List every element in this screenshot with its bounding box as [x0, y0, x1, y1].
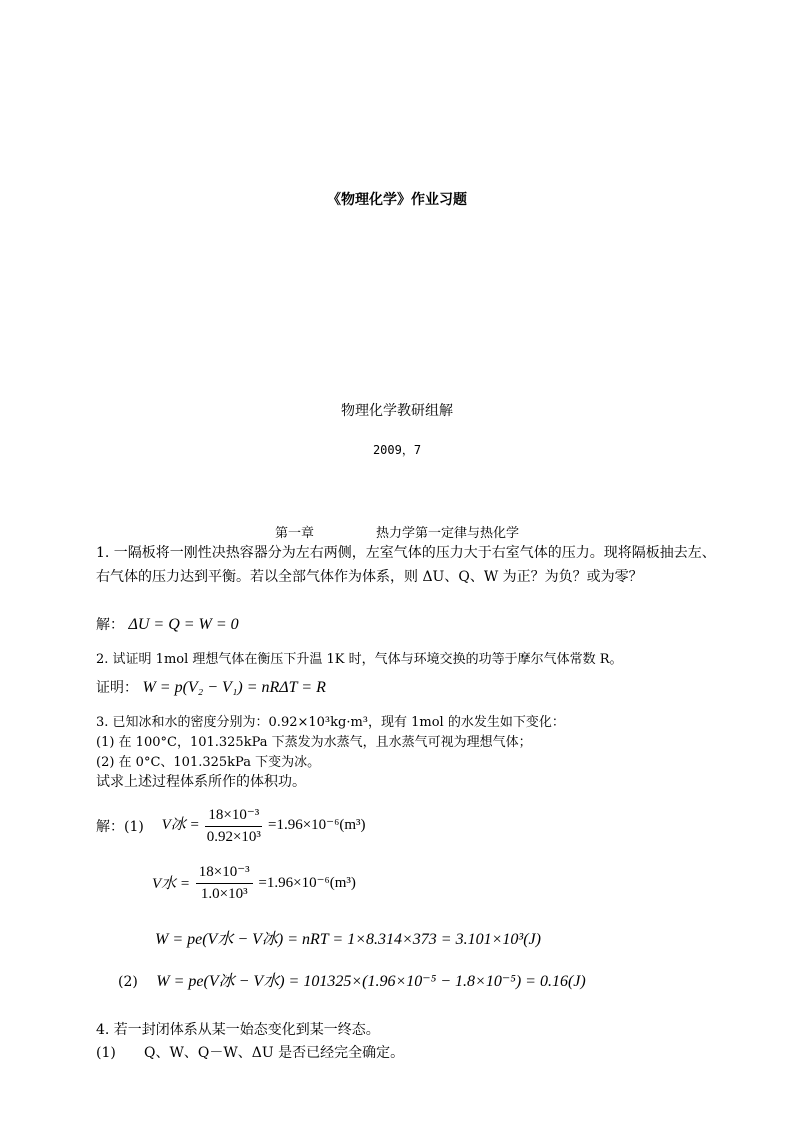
q2-text: 2. 试证明 1mol 理想气体在衡压下升温 1K 时，气体与环境交换的功等于摩尔气体常数 R。 [96, 652, 623, 667]
q3-solution-label: 解：(1) [96, 818, 144, 835]
q3-eq4-label: (2) [118, 974, 138, 990]
q1-line-2: 右气体的压力达到平衡。若以全部气体作为体系，则 ΔU、Q、W 为正？为负？或为零？ [96, 569, 643, 585]
q3-eq1-rhs: =1.96×10⁻⁶(m³) [268, 816, 366, 833]
q1-line-1: 1. 一隔板将一刚性决热容器分为左右两侧，左室气体的压力大于右室气体的压力。现将隔板抽去左、 [96, 545, 716, 561]
q1-answer-equation: ΔU = Q = W = 0 [128, 616, 239, 633]
q3-eq3 [155, 926, 541, 949]
q3-solution-2 [152, 862, 356, 903]
q3-eq2-numerator: 18×10⁻³ [196, 862, 253, 884]
q3-eq2-rhs: =1.96×10⁻⁶(m³) [258, 875, 356, 891]
document-title: 《物理化学》作业习题 [327, 192, 467, 208]
q4-line-2 [96, 1042, 404, 1062]
q3-eq2-lhs: V水 = [152, 876, 191, 892]
q1-answer [96, 614, 239, 634]
chapter-heading [0, 522, 794, 541]
chapter-name: 热力学第一定律与热化学 [376, 526, 520, 541]
q3-eq1-denominator: 0.92×10³ [206, 829, 261, 845]
q4-item-number: (1) [96, 1045, 116, 1061]
q4-line-1: 4. 若一封闭体系从某一始态变化到某一终态。 [96, 1022, 380, 1038]
q2-proof-equation: W = p(V₂ − V₁) = nRΔT = R [142, 679, 326, 696]
q1-answer-label: 解： [96, 617, 124, 633]
q3-eq2-denominator: 1.0×10³ [200, 886, 248, 902]
q4-item-text: Q、W、Q－W、ΔU 是否已经完全确定。 [144, 1045, 405, 1061]
q2-proof [96, 677, 326, 697]
q3-solution-1 [96, 805, 366, 846]
author-line: 物理化学教研组解 [341, 403, 453, 419]
q3-line-2: (1) 在 100°C，101.325kPa 下蒸发为水蒸气，且水蒸气可视为理想气体； [96, 735, 532, 750]
q3-eq4 [118, 968, 586, 991]
q3-eq1-numerator: 18×10⁻³ [205, 805, 262, 827]
q3-eq4-text: W = pe(V冰 − V水) = 101325×(1.96×10⁻⁵ − 1.8×10⁻⁵) = 0.16(J) [156, 973, 586, 990]
date-line: 2009，7 [372, 443, 422, 457]
q3-eq1-lhs: V冰 = [161, 816, 200, 833]
q3-eq3-text: W = pe(V水 − V冰) = nRT = 1×8.314×373 = 3.101×10³(J) [155, 931, 541, 948]
chapter-number: 第一章 [274, 526, 314, 541]
q3-line-4: 试求上述过程体系所作的体积功。 [96, 774, 306, 790]
q3-line-1: 3. 已知冰和水的密度分别为：0.92×10³kg·m³，现有 1mol 的水发生如下变化： [96, 715, 565, 730]
q2-proof-label: 证明： [96, 680, 138, 696]
q3-line-3: (2) 在 0°C、101.325kPa 下变为冰。 [96, 755, 321, 770]
